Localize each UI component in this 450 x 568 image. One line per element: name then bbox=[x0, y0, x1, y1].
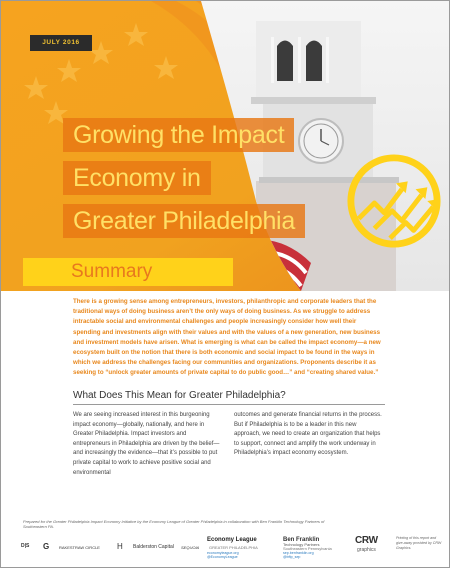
ben-franklin-subtitle: Technology Partners bbox=[283, 542, 320, 547]
ben-franklin-handle[interactable]: @bftp_sep bbox=[283, 555, 301, 559]
ben-franklin-subtitle-2: Southeastern Pennsylvania bbox=[283, 546, 332, 551]
body-column-left: We are seeing increased interest in this burgeoning impact economy—globally, nationally, and here in Greater Philadelphia. Impact investors and entrepreneurs in Philadelphia are driven by the belief—and increasingly the evidence—that it’s possible to put private capital to work to achieve positive social and environmental bbox=[73, 412, 220, 476]
economy-league-url[interactable]: economyleague.org bbox=[207, 551, 239, 555]
partner-logo-ds: D|S bbox=[21, 543, 30, 549]
economy-league-logo: Economy League bbox=[207, 537, 257, 543]
partner-logo-sequoia: SEQUOIA bbox=[181, 545, 200, 550]
economy-league-handle[interactable]: @EconomyLeague bbox=[207, 555, 238, 559]
partner-logo-balderston: Balderston Capital bbox=[133, 544, 174, 550]
crw-logo-title: CRW bbox=[355, 535, 378, 546]
title-line-3: Greater Philadelphia bbox=[63, 204, 305, 238]
title-line-1: Growing the Impact bbox=[63, 118, 294, 152]
crw-graphics-logo bbox=[355, 535, 391, 561]
body-column-right: outcomes and generate financial returns in the process. But if Philadelphia is to be a leader in this new approach, we need to create an organization that helps to support, connect and amplify the work underway in Philadelphia’s impact economy ecosystem. bbox=[234, 412, 382, 457]
section-divider bbox=[73, 404, 385, 405]
growth-arrows-icon bbox=[345, 152, 443, 250]
hero-banner bbox=[1, 1, 450, 291]
partner-logo-g: G bbox=[43, 542, 50, 551]
ben-franklin-logo: Ben Franklin bbox=[283, 537, 320, 543]
ben-franklin-url[interactable]: sep.benfranklin.org bbox=[283, 551, 314, 555]
crw-logo-subtitle: graphics bbox=[357, 547, 376, 553]
title-line-2: Economy in bbox=[63, 161, 211, 195]
intro-paragraph: There is a growing sense among entrepreneurs, investors, philanthropic and corporate leaders that the traditional ways of doing business aren’t the only ways of doing business. As we struggle to address intractable social and environmental challenges and people increasingly consider how well their spending and investments align with their values and with the values of a new generation, new business and investment models have arisen. What is emerging is what can be called the impact economy—a new ecosystem built on the notion that there is both economic and social impact to be found in the ways in which we address the challenges facing our communities and organizations. Proponents describe it as seeking to “unlock greater amounts of private capital to do public good…” and “creating shared value.” bbox=[73, 298, 381, 377]
summary-heading: Summary bbox=[71, 261, 153, 282]
date-badge: JULY 2016 bbox=[30, 35, 92, 51]
footer-credit-note: Prepared for the Greater Philadelphia Impact Economy Initiative by the Economy League of Greater Philadelphia in collaboration with Ben Franklin Technology Partners of Southeastern PA. bbox=[23, 519, 325, 529]
partner-logos bbox=[21, 537, 351, 559]
section-heading: What Does This Mean for Greater Philadelphia? bbox=[73, 390, 286, 401]
economy-league-subtitle: GREATER PHILADELPHIA bbox=[209, 545, 258, 550]
partner-logo-h: H bbox=[117, 542, 123, 551]
partner-logo-rakestraw: RAKESTRAW CIRCLE bbox=[59, 545, 100, 550]
printing-note: Printing of this report and give-away provided by CRW Graphics. bbox=[396, 536, 442, 550]
